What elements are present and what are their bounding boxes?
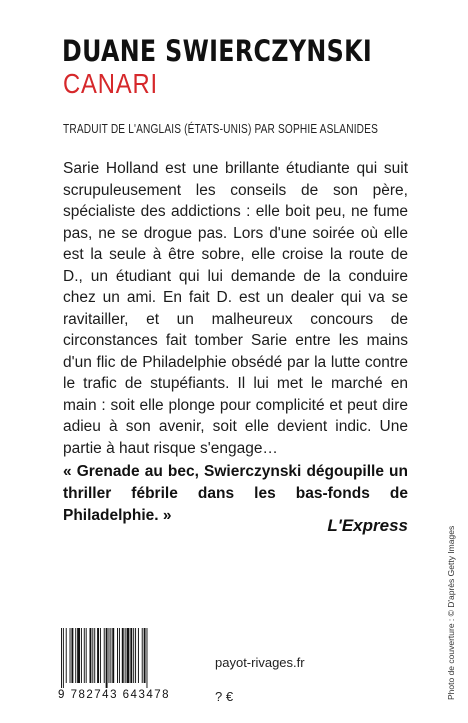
review-quote: « Grenade au bec, Swierczynski dégoupille un thriller fébrile dans les bas-fonds de Philadelphie. » xyxy=(63,463,408,524)
translation-credit: TRADUIT DE L'ANGLAIS (ÉTATS-UNIS) PAR SOPHIE ASLANIDES xyxy=(63,121,379,136)
publisher-url: payot-rivages.fr xyxy=(215,655,305,670)
author-name: DUANE SWIERCZYNSKI xyxy=(62,34,373,68)
photo-credit: Photo de couverture : © D'après Getty Images xyxy=(446,525,456,700)
book-summary: Sarie Holland est une brillante étudiante qui suit scrupuleusement les conseils de son père, spécialiste des addictions : elle boit peu, ne fume pas, ne se drogue pas. Lors d'une soirée où elle est la seule à être sobre, elle croise la route de D., un étudiant qui lui demande de la conduire chez un ami. En fait D. est un dealer qui va se ravitailler, et un malheureux concours de circonstances fait tomber Sarie entre les mains d'un flic de Philadelphie obsédé par la lutte contre le trafic de stupéfiants. Il lui met le marché en main : soit elle plonge pour complicité et peut dire adieu à son avenir, soit elle devient indic. Une partie à haut risque s'engage… xyxy=(63,160,408,457)
isbn-digits: 9 782743 643478 xyxy=(58,689,171,701)
book-title: CANARI xyxy=(63,68,159,99)
price: ? € xyxy=(215,689,234,704)
review-source: L'Express xyxy=(327,516,408,535)
barcode xyxy=(60,628,178,688)
